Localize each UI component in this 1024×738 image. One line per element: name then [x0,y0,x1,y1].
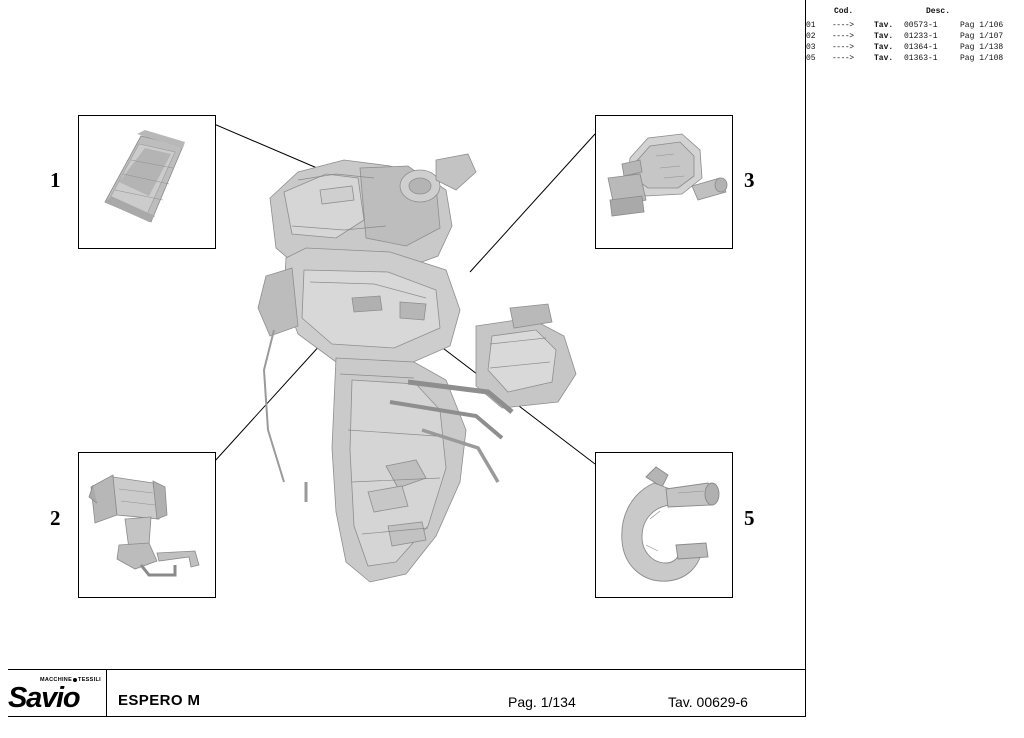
callout-number-2: 2 [50,506,61,530]
right-vertical-rule [805,0,806,716]
row-pag: Pag 1/107 [960,32,1004,41]
header-desc: Desc. [926,7,951,16]
header-index [806,6,834,17]
row-arrow: ----> [832,43,854,52]
main-assembly-illustration [240,130,600,600]
detail-box-1 [78,115,216,249]
footer-divider [106,669,107,717]
reference-table-header [806,6,1018,17]
row-code: 01233-1 [904,32,938,41]
row-code: 00573-1 [904,21,938,30]
detail-5-illustration [596,453,732,597]
reference-table [806,6,1018,64]
table-number-label: Tav. 00629-6 [668,694,748,710]
row-code: 01363-1 [904,54,938,63]
row-code: 01364-1 [904,43,938,52]
row-arrow: ----> [832,32,854,41]
row-tav: Tav. [874,32,894,41]
row-pag: Pag 1/106 [960,21,1004,30]
detail-box-5 [595,452,733,598]
callout-number-1: 1 [50,168,61,192]
savio-logo [8,674,104,714]
detail-box-2 [78,452,216,598]
logo-tagline-left: MACCHINE [40,677,73,683]
table-row [806,31,1018,42]
detail-1-illustration [79,116,215,248]
detail-3-illustration [596,116,732,248]
row-arrow: ----> [832,21,854,30]
callout-number-5: 5 [744,506,755,530]
header-cod: Cod. [834,7,854,16]
row-tav: Tav. [874,21,894,30]
row-tav: Tav. [874,54,894,63]
row-pag: Pag 1/138 [960,43,1004,52]
callout-number-3: 3 [744,168,755,192]
row-index: 02 [806,32,816,41]
footer-bottom-rule [8,716,806,717]
row-index: 05 [806,54,816,63]
table-row [806,42,1018,53]
logo-dot-icon [73,678,77,682]
table-row [806,53,1018,64]
footer-top-rule [8,669,806,670]
row-pag: Pag 1/108 [960,54,1004,63]
logo-tagline-right: TESSILI [78,677,101,683]
row-tav: Tav. [874,43,894,52]
row-index: 03 [806,43,816,52]
logo-wordmark: Savio [8,682,80,714]
detail-box-3 [595,115,733,249]
detail-2-illustration [79,453,215,597]
table-row [806,20,1018,31]
model-name: ESPERO M [118,692,201,709]
page-number-label: Pag. 1/134 [508,694,576,710]
row-index: 01 [806,21,816,30]
row-arrow: ----> [832,54,854,63]
